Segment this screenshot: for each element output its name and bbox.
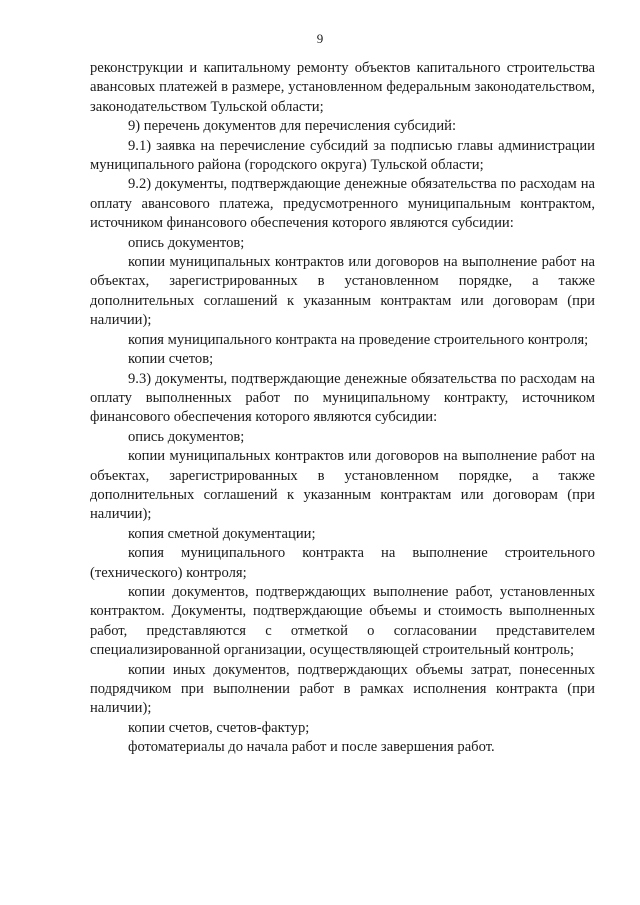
- paragraph-4: 9.2) документы, подтверждающие денежные обязательства по расходам на оплату авансового платежа, предусмотренного муниципальным контрактом, источником финансового обеспечения которого являются субсидии:: [90, 176, 595, 232]
- paragraph-11: копии муниципальных контрактов или договоров на выполнение работ на объектах, зарегистрированных в установленном порядке, а также дополнительных соглашений к указанным контрактам или договорам (при наличии);: [90, 448, 595, 523]
- paragraph-8: копии счетов;: [128, 351, 214, 368]
- paragraph-17: фотоматериалы до начала работ и после завершения работ.: [128, 739, 495, 756]
- paragraph-10: опись документов;: [128, 428, 245, 445]
- paragraph-9: 9.3) документы, подтверждающие денежные обязательства по расходам на оплату выполненных работ по муниципальному контракту, источником финансового обеспечения которого являются субсидии:: [90, 370, 595, 426]
- paragraph-14: копии документов, подтверждающих выполнение работ, установленных контрактом. Документы, подтверждающие объемы и стоимость выполненных работ, представляются с отметкой о согласовании представителем специализированной организации, осуществляющей строительный контроль;: [90, 583, 595, 659]
- paragraph-16: копии счетов, счетов-фактур;: [128, 719, 310, 736]
- paragraph-6: копии муниципальных контрактов или договоров на выполнение работ на объектах, зарегистрированных в установленном порядке, а также дополнительных соглашений к указанным контрактам или договорам (при наличии);: [90, 254, 595, 329]
- paragraph-15: копии иных документов, подтверждающих объемы затрат, понесенных подрядчиком при выполнении работ в рамках исполнения контракта (при наличии);: [90, 661, 595, 717]
- paragraph-5: опись документов;: [128, 234, 245, 251]
- paragraph-13: копия муниципального контракта на выполнение строительного (технического) контроля;: [90, 545, 595, 581]
- paragraph-12: копия сметной документации;: [128, 525, 316, 542]
- paragraph-7: копия муниципального контракта на проведение строительного контроля;: [128, 331, 589, 348]
- document-body: [90, 59, 595, 758]
- paragraph-2: 9) перечень документов для перечисления субсидий:: [128, 118, 457, 135]
- paragraph-3: 9.1) заявка на перечисление субсидий за подписью главы администрации муниципального района (городского округа) Тульской области;: [90, 137, 595, 174]
- page-number: 9: [316, 31, 324, 46]
- paragraph-1: реконструкции и капитальному ремонту объектов капитального строительства авансовых платежей в размере, установленном федеральным законодательством, законодательством Тульской области;: [90, 60, 595, 115]
